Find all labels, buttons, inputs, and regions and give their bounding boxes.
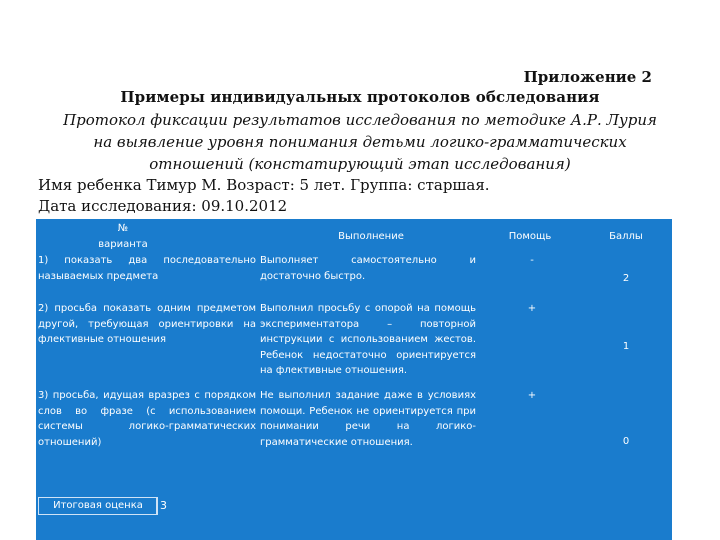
appendix-label: Приложение 2: [523, 68, 652, 86]
row-1-task: 1) показать два последовательно называемых предмета: [38, 255, 256, 282]
child-info: Имя ребенка Тимур М. Возраст: 5 лет. Группа: старшая.: [38, 176, 490, 194]
row-2-execution: Выполнил просьбу с опорой на помощь экспериментатора – повторной инструкции с использованием жестов. Ребенок недостаточно ориентируется на флективные отношения.: [260, 303, 476, 376]
document-title: Примеры индивидуальных протоколов обследования: [120, 88, 600, 106]
row-2-task: 2) просьба показать одним предметом другой, требующая ориентировки на флективные отношения: [38, 303, 256, 345]
protocol-line-3: отношений (констатирующий этап исследования): [149, 155, 571, 173]
column-header-variant: № варианта: [98, 223, 148, 250]
column-header-score: Баллы: [609, 231, 643, 242]
row-1-help: -: [530, 255, 534, 266]
protocol-line-2: на выявление уровня понимания детьми логико-грамматических: [93, 133, 627, 151]
total-divider: [156, 497, 157, 515]
row-3-execution: Не выполнил задание даже в условиях помощи. Ребенок не ориентируется при понимании речи на логико-грамматические отношения.: [260, 390, 476, 448]
protocol-line-1: Протокол фиксации результатов исследования по методике А.Р. Лурия: [63, 111, 657, 129]
row-3-task: 3) просьба, идущая вразрез с порядком слов во фразе (с использованием системы логико-грамматических отношений): [38, 390, 256, 448]
row-3-help: +: [527, 390, 537, 401]
total-value: 3: [160, 499, 167, 512]
exam-date: Дата исследования: 09.10.2012: [38, 197, 288, 215]
results-table: [36, 219, 672, 540]
row-2-help: +: [527, 303, 537, 314]
row-1-score: 2: [622, 273, 630, 284]
row-3-score: 0: [622, 436, 630, 447]
column-header-help: Помощь: [508, 231, 552, 242]
row-1-execution: Выполняет самостоятельно и достаточно быстро.: [260, 255, 476, 282]
column-header-execution: Выполнение: [338, 231, 404, 242]
row-2-score: 1: [622, 341, 630, 352]
total-label: Итоговая оценка: [38, 497, 158, 515]
